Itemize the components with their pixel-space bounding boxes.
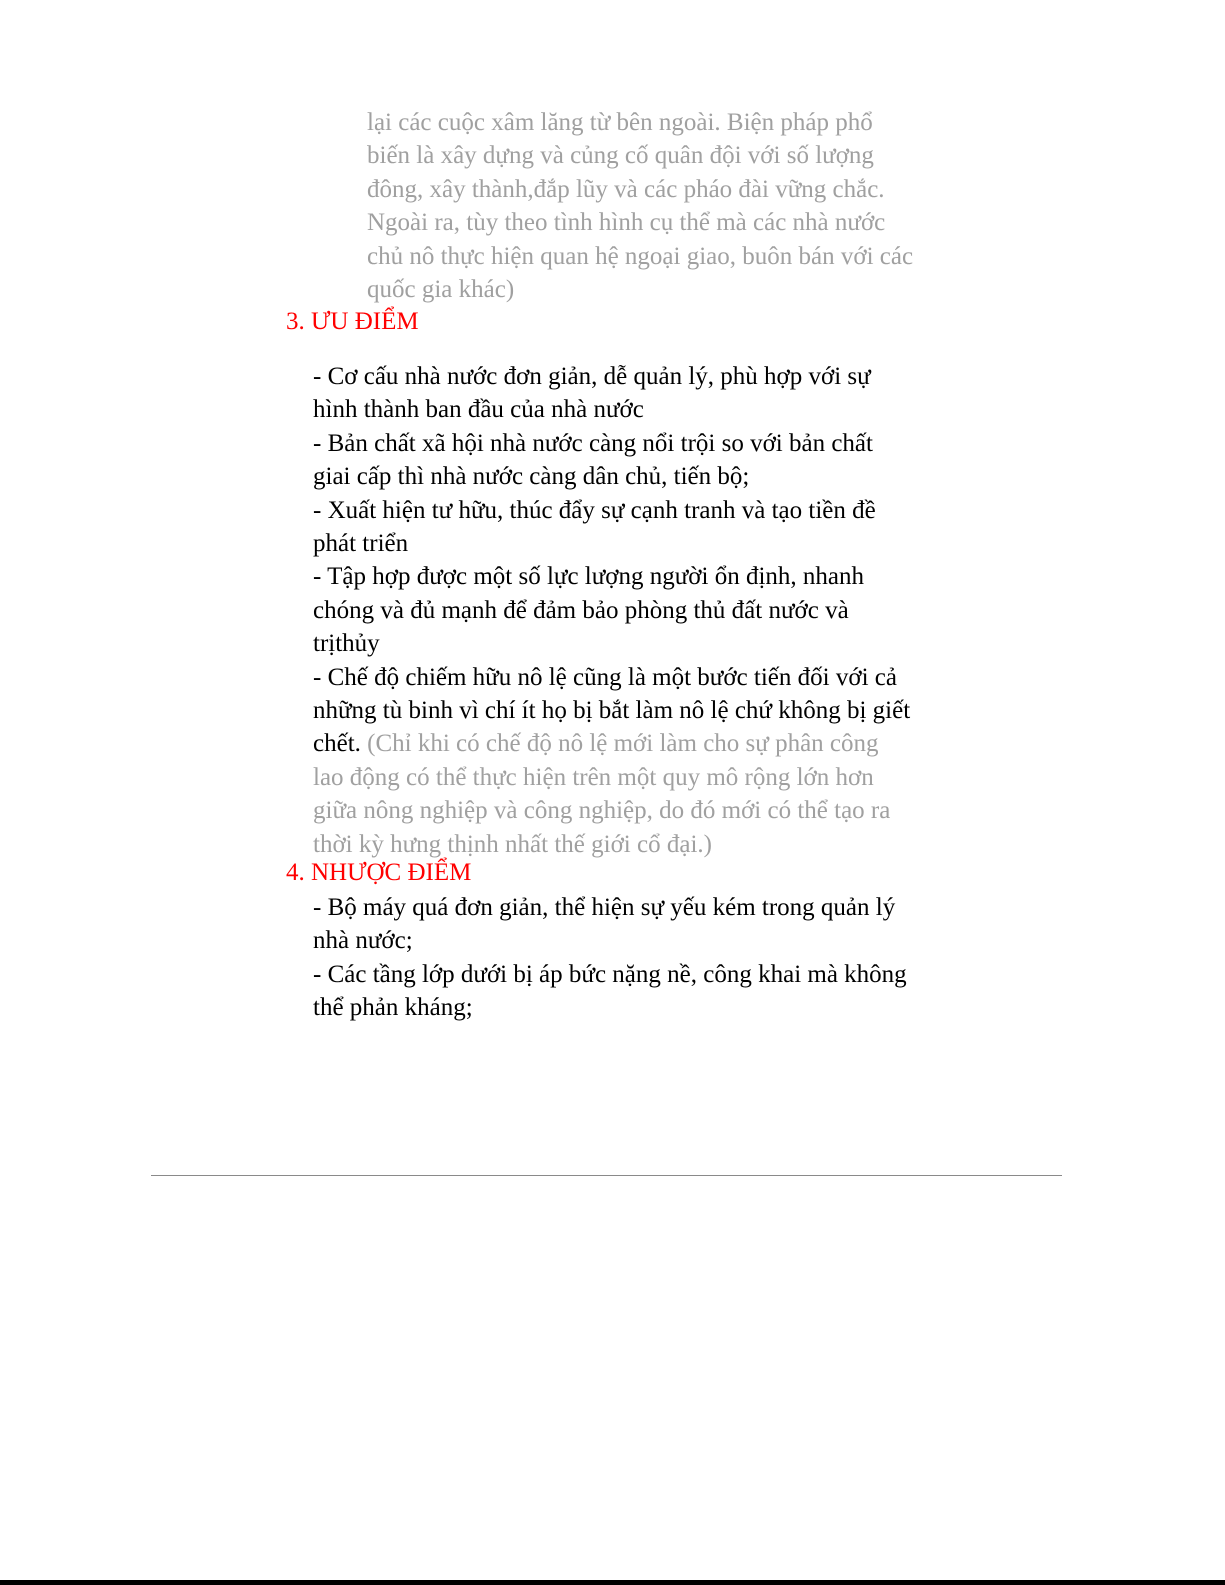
advantages-list [313,360,910,861]
disadvantage-line: thể phản kháng; [313,994,473,1022]
advantage-note-start: (Chỉ khi có chế độ nô lệ mới làm cho sự phân công [360,730,879,758]
advantage-line: - Chế độ chiếm hữu nô lệ cũng là một bước tiến đối với cả [313,663,897,691]
advantage-note-line: giữa nông nghiệp và công nghiệp, do đó mới có thể tạo ra [313,797,891,825]
advantage-mixed-line [313,727,910,760]
section-4-heading: 4. NHƯỢC ĐIỂM [286,859,472,886]
advantage-line: những tù binh vì chí ít họ bị bắt làm nô lệ chứ không bị giết [313,697,911,725]
intro-line: Ngoài ra, tùy theo tình hình cụ thể mà các nhà nước [367,209,886,237]
advantage-line: - Cơ cấu nhà nước đơn giản, dễ quản lý, phù hợp với sự [313,363,871,390]
advantage-line: chóng và đủ mạnh để đảm bảo phòng thủ đất nước và [313,596,849,624]
section-3-heading: 3. ƯU ĐIỂM [286,308,419,335]
bottom-edge-bar [0,1580,1225,1585]
advantage-line: - Xuất hiện tư hữu, thúc đẩy sự cạnh tranh và tạo tiền đề [313,496,876,524]
advantage-line: - Bản chất xã hội nhà nước càng nổi trội so với bản chất [313,429,873,457]
advantage-line-end: chết. [313,730,361,758]
advantage-line: phát triển [313,530,409,558]
advantage-note-line: thời kỳ hưng thịnh nhất thế giới cổ đại.) [313,830,712,858]
advantage-line: - Tập hợp được một số lực lượng người ổn định, nhanh [313,563,865,591]
page-divider [151,1175,1062,1176]
intro-line: chủ nô thực hiện quan hệ ngoại giao, buôn bán với các [367,242,914,270]
intro-line: quốc gia khác) [367,276,515,304]
advantage-line: hình thành ban đầu của nhà nước [313,396,644,424]
disadvantages-list [313,891,907,1025]
disadvantage-line: - Bộ máy quá đơn giản, thể hiện sự yếu kém trong quản lý [313,894,896,921]
disadvantage-line: - Các tầng lớp dưới bị áp bức nặng nề, công khai mà không [313,960,907,988]
intro-line: biến là xây dựng và củng cố quân đội với số lượng [367,142,874,170]
intro-line: đông, xây thành,đắp lũy và các pháo đài vững chắc. [367,175,885,203]
advantage-note-line: lao động có thể thực hiện trên một quy mô rộng lớn hơn [313,763,874,791]
disadvantage-line: nhà nước; [313,927,413,955]
intro-paragraph [367,106,913,306]
intro-line: lại các cuộc xâm lăng từ bên ngoài. Biện pháp phổ [367,109,873,136]
advantage-line: trịthủy [313,630,380,658]
advantage-line: giai cấp thì nhà nước càng dân chủ, tiến bộ; [313,463,750,491]
